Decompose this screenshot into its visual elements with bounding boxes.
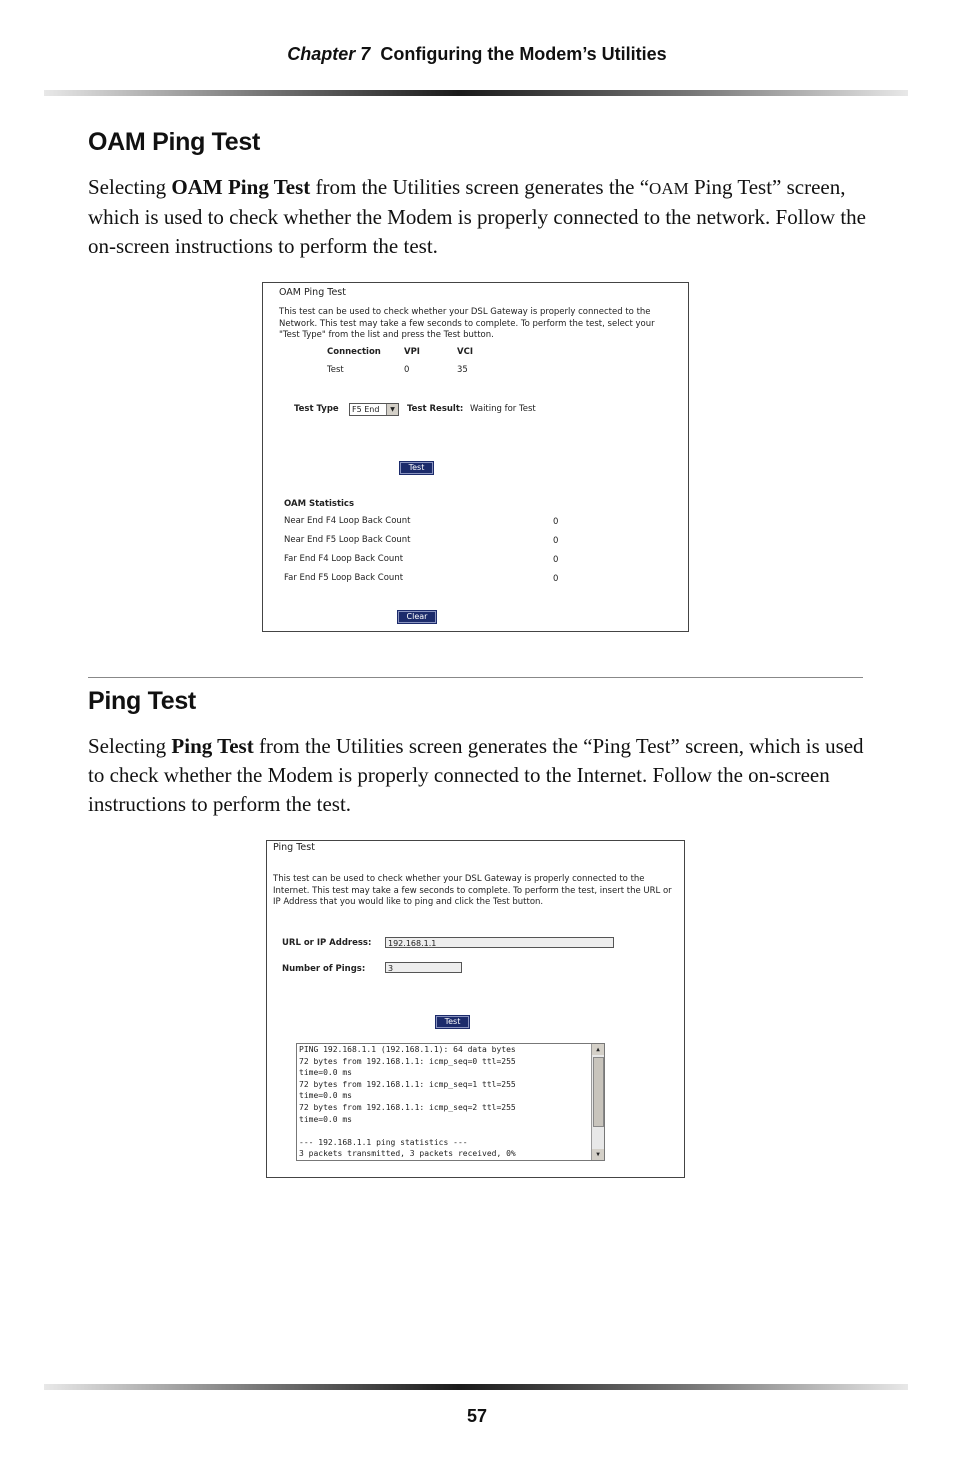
test-result-label: Test Result:	[407, 404, 464, 414]
scroll-down-icon[interactable]: ▼	[592, 1149, 604, 1160]
log-line	[299, 1125, 590, 1137]
oam-stats-heading: OAM Statistics	[284, 499, 355, 509]
log-line: 72 bytes from 192.168.1.1: icmp_seq=1 ttl=255	[299, 1079, 516, 1089]
oam-para-text-end: Ping Test” screen, which is used to check whether the Modem is properly connected to the network. Follow the on-screen instructions to perform the test.	[88, 175, 866, 258]
pings-input[interactable]: 3	[385, 962, 462, 973]
stat-label: Far End F4 Loop Back Count	[284, 554, 404, 564]
footer-rule	[44, 1384, 908, 1390]
ping-test-button[interactable]: Test	[436, 1016, 469, 1028]
section-divider	[88, 677, 863, 678]
oam-screen-description: This test can be used to check whether your DSL Gateway is properly connected to the Network. This test may take a few seconds to complete. To perform the test, select your "Test Type" from the list and press the Test button.	[279, 307, 655, 340]
ping-output-lines	[299, 1044, 590, 1160]
log-line: time=0.0 ms	[299, 1068, 352, 1078]
test-type-select[interactable]	[349, 403, 399, 416]
log-line: 72 bytes from 192.168.1.1: icmp_seq=0 ttl=255	[299, 1056, 516, 1066]
test-result-value: Waiting for Test	[470, 404, 536, 414]
log-line: --- 192.168.1.1 ping statistics ---	[299, 1137, 468, 1147]
oam-ping-screenshot	[262, 282, 689, 632]
oam-para-bold: OAM Ping Test	[171, 175, 311, 199]
scroll-thumb[interactable]	[593, 1057, 604, 1127]
oam-para-smallcaps: OAM	[649, 179, 689, 198]
col-vci: VCI	[457, 347, 473, 357]
oam-screen-title: OAM Ping Test	[279, 287, 346, 298]
stat-label: Near End F5 Loop Back Count	[284, 535, 411, 545]
ping-para-bold: Ping Test	[171, 734, 254, 758]
stat-value: 0	[553, 555, 559, 565]
stat-value: 0	[553, 517, 559, 527]
chevron-down-icon[interactable]: ▼	[386, 404, 398, 415]
oam-heading: OAM Ping Test	[88, 128, 261, 156]
ping-output-textarea[interactable]	[296, 1043, 605, 1161]
ping-para-text: Selecting	[88, 734, 172, 758]
ping-screen-description: This test can be used to check whether your DSL Gateway is properly connected to the Internet. This test may take a few seconds to complete. To perform the test, insert the URL or IP Address that you would like to ping and click the Test button.	[273, 874, 672, 907]
ping-screen-title: Ping Test	[273, 842, 315, 853]
chapter-label: Chapter 7	[287, 44, 371, 64]
stat-label: Far End F5 Loop Back Count	[284, 573, 404, 583]
test-type-value: F5 End	[352, 405, 380, 414]
ping-heading: Ping Test	[88, 687, 196, 715]
stat-label: Near End F4 Loop Back Count	[284, 516, 411, 526]
chapter-title: Configuring the Modem’s Utilities	[380, 44, 667, 64]
log-line: time=0.0 ms	[299, 1114, 352, 1124]
log-line: 3 packets transmitted, 3 packets received, 0%	[299, 1149, 516, 1159]
stat-value: 0	[553, 536, 559, 546]
ping-para-text-end: from the Utilities screen generates the “Ping Test” screen, which is used to check whether the Modem is properly connected to the Internet. Follow the on-screen instructions to perform the test.	[88, 734, 864, 816]
col-connection: Connection	[327, 347, 381, 357]
pings-label: Number of Pings:	[282, 964, 366, 974]
running-header	[0, 44, 954, 65]
oam-para-text-mid: from the Utilities screen generates the “	[310, 175, 650, 199]
log-line: time=0.0 ms	[299, 1091, 352, 1101]
ping-paragraph	[88, 732, 868, 819]
header-rule	[44, 90, 908, 96]
page-number: 57	[466, 1406, 488, 1426]
ping-test-screenshot	[266, 840, 685, 1178]
log-line: PING 192.168.1.1 (192.168.1.1): 64 data bytes	[299, 1045, 516, 1054]
stat-value: 0	[553, 574, 559, 584]
url-input[interactable]: 192.168.1.1	[385, 937, 614, 948]
oam-paragraph	[88, 173, 868, 261]
test-type-label: Test Type	[294, 404, 339, 414]
col-vpi: VPI	[404, 347, 420, 357]
url-label: URL or IP Address:	[282, 938, 372, 948]
log-line: 72 bytes from 192.168.1.1: icmp_seq=2 ttl=255	[299, 1102, 516, 1112]
row-vpi: 0	[404, 365, 410, 375]
row-connection: Test	[327, 365, 344, 375]
oam-para-text: Selecting	[88, 175, 172, 199]
scroll-up-icon[interactable]: ▲	[592, 1044, 604, 1055]
row-vci: 35	[457, 365, 468, 375]
oam-test-button[interactable]: Test	[400, 462, 433, 474]
clear-button[interactable]: Clear	[398, 611, 436, 623]
scrollbar[interactable]	[591, 1044, 604, 1160]
